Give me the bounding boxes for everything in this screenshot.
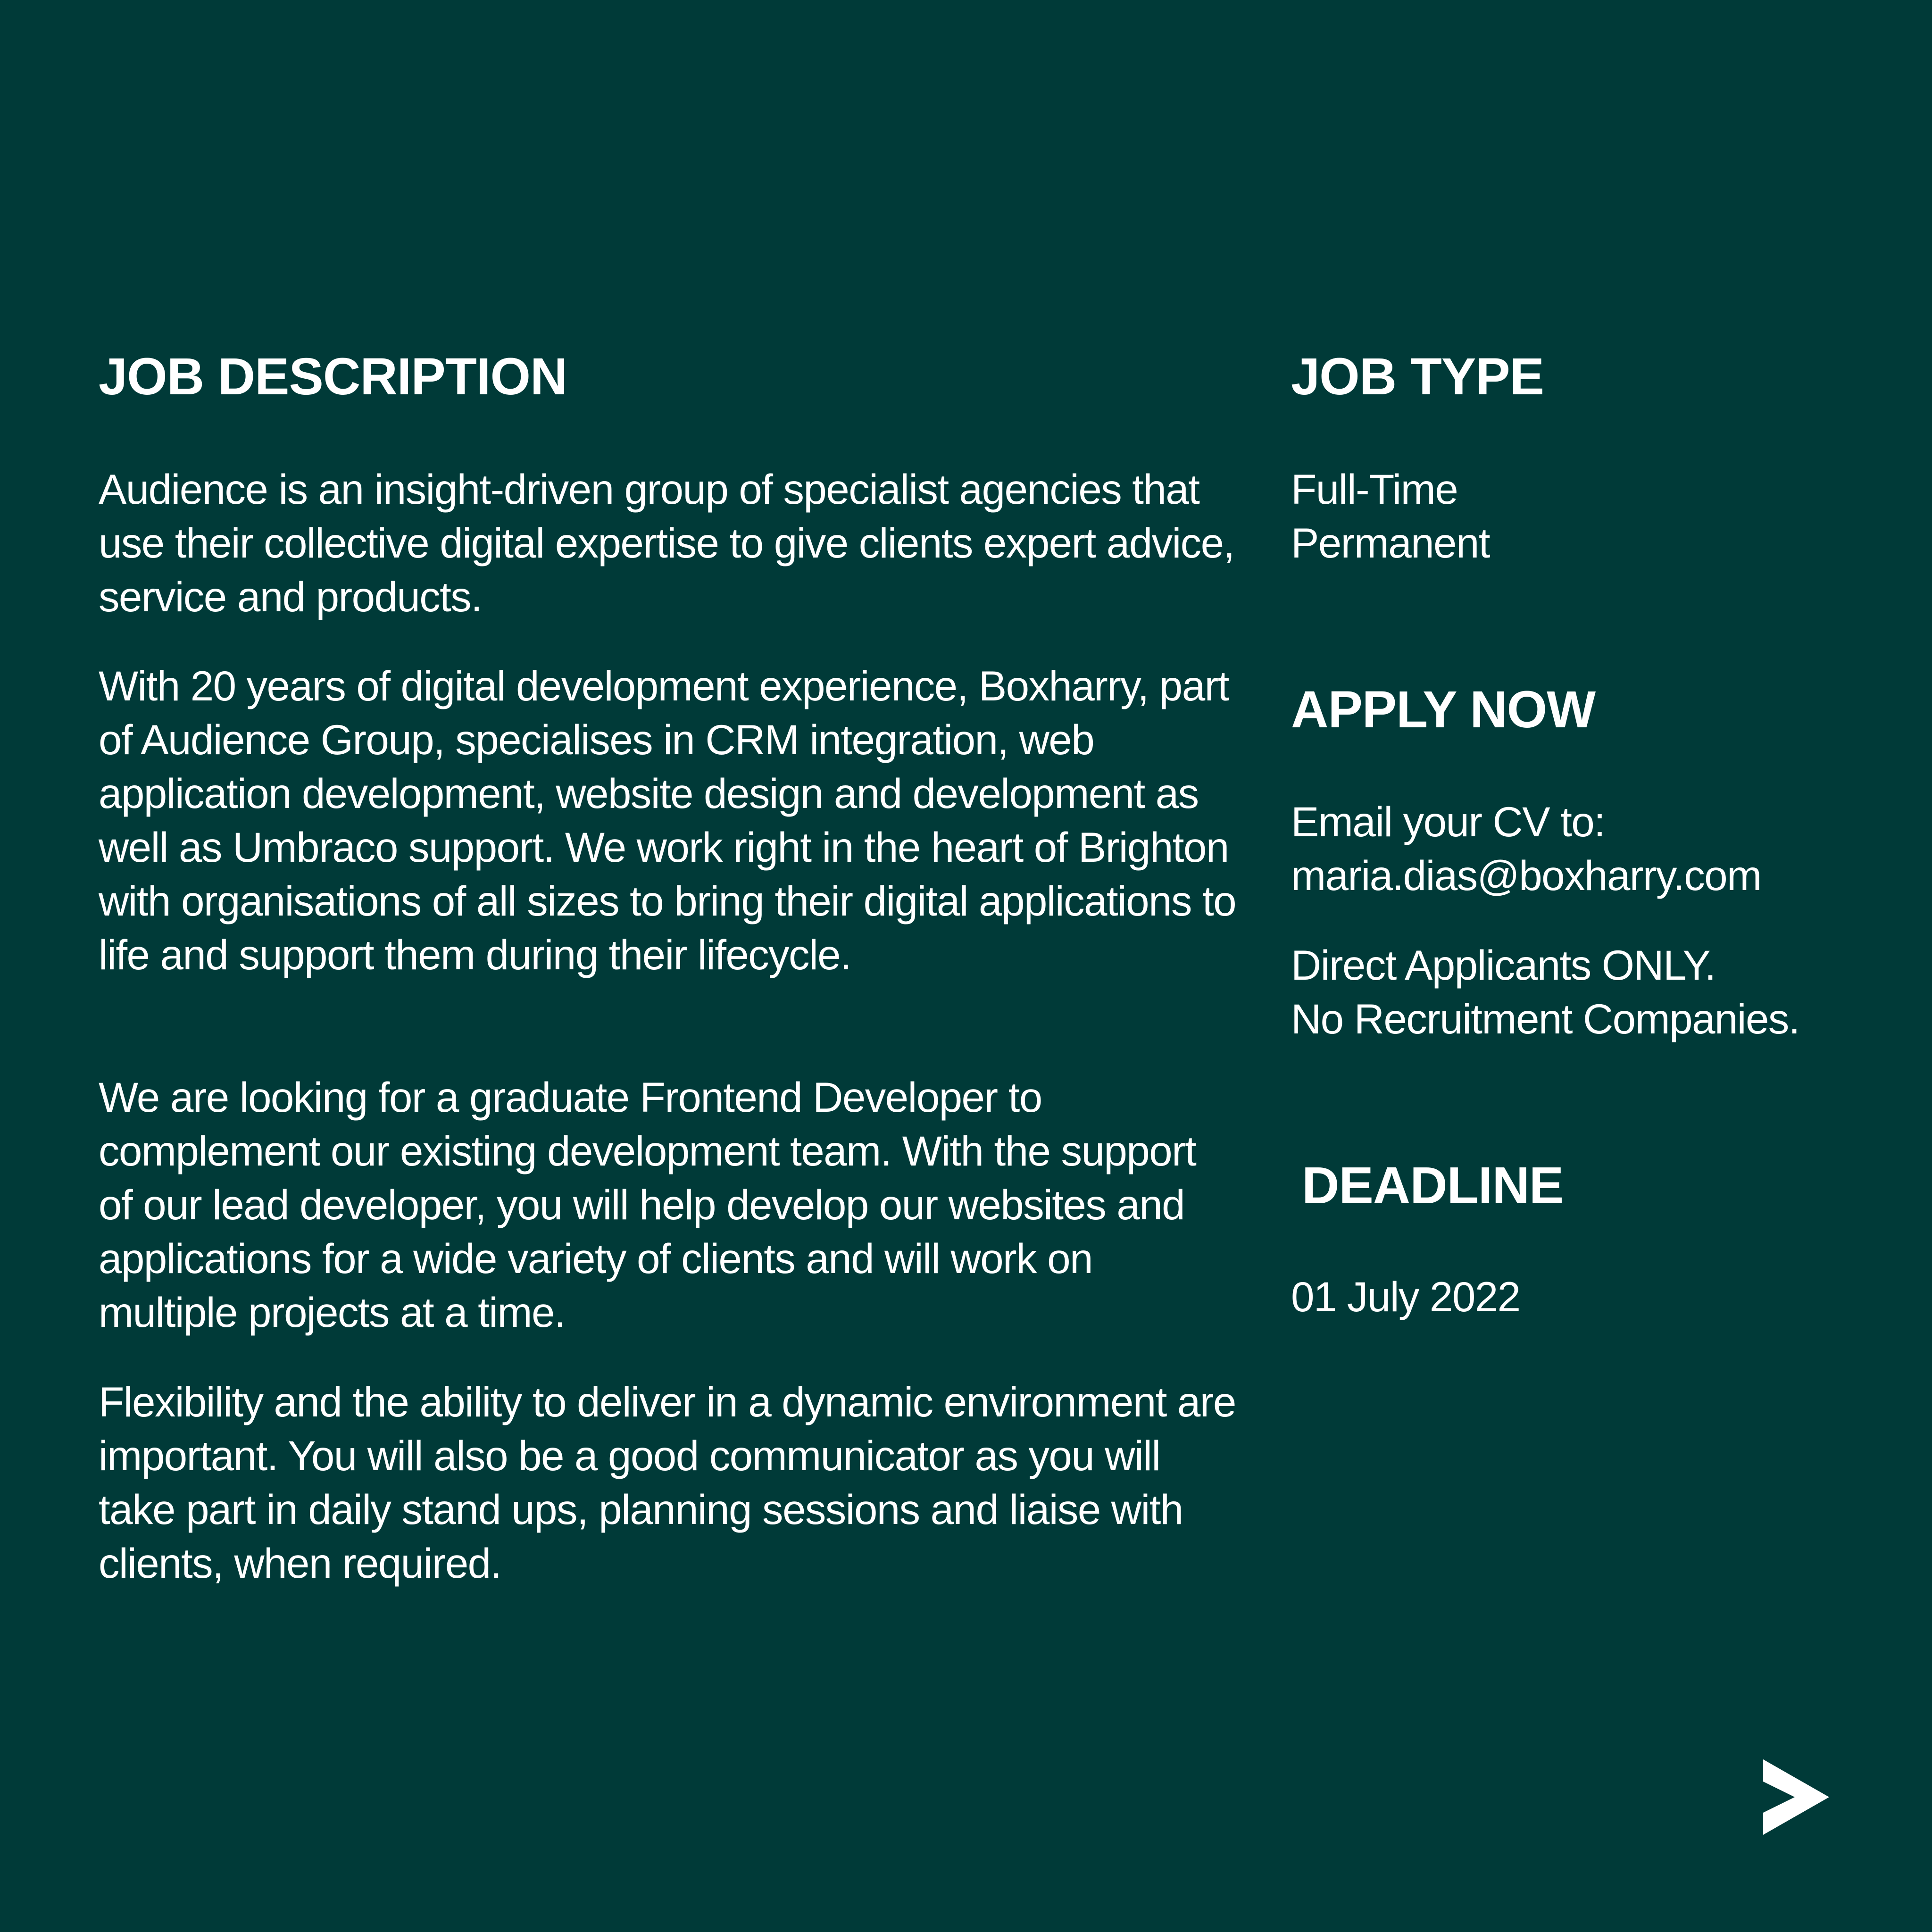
deadline-date: 01 July 2022	[1291, 1273, 1520, 1320]
apply-email-address[interactable]: maria.dias@boxharry.com	[1291, 852, 1761, 899]
job-description-paragraph-2: With 20 years of digital development experience, Boxharry, part of Audience Group, specialises in CRM integration, web application development, website design and development as well as Umbraco support. We work right in the heart of Brighton with organisations of all sizes to bring their digital applications to life and support them during their lifecycle.	[99, 662, 1236, 978]
apply-email-label: Email your CV to:	[1291, 798, 1605, 845]
apply-note-no-recruiters: No Recruitment Companies.	[1291, 995, 1799, 1042]
job-description-paragraph-4: Flexibility and the ability to deliver in a dynamic environment are important. You will also be a good communicator as you will take part in daily stand ups, planning sessions and liaise with clients, when required.	[99, 1378, 1236, 1587]
job-description-paragraph-1: Audience is an insight-driven group of specialist agencies that use their collective digital expertise to give clients expert advice, service and products.	[99, 466, 1234, 620]
apply-now-heading: APPLY NOW	[1291, 681, 1596, 739]
apply-note-direct: Direct Applicants ONLY.	[1291, 941, 1715, 989]
job-type-list	[1291, 462, 1490, 570]
job-type-permanent: Permanent	[1291, 519, 1490, 566]
job-type-heading: JOB TYPE	[1291, 348, 1544, 406]
job-description-heading: JOB DESCRIPTION	[99, 348, 567, 406]
chevron-right-shape	[1763, 1759, 1829, 1835]
job-description-paragraph-3: We are looking for a graduate Frontend Developer to complement our existing development team. With the support of our lead developer, you will help develop our websites and applications for a wide variety of clients and will work on multiple projects at a time.	[99, 1074, 1196, 1336]
job-type-full-time: Full-Time	[1291, 466, 1458, 513]
apply-email-block	[1291, 795, 1761, 902]
apply-note-block	[1291, 938, 1799, 1046]
deadline-heading: DEADLINE	[1302, 1157, 1564, 1215]
chevron-right-icon[interactable]	[1755, 1757, 1835, 1837]
